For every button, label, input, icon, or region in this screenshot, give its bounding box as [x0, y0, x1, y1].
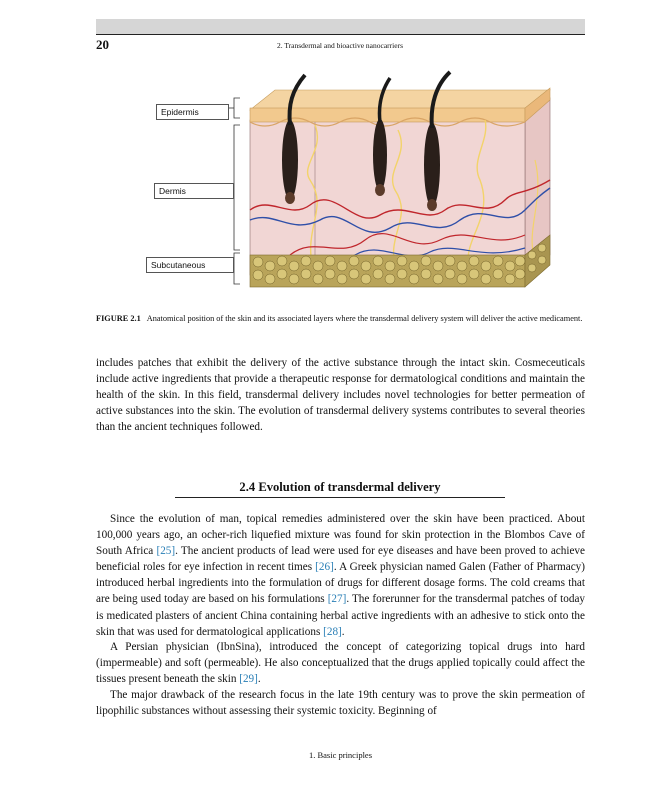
dermis-bracket	[234, 125, 240, 250]
section-rule	[175, 497, 505, 498]
figure-caption-label: FIGURE 2.1	[96, 314, 141, 323]
skin-layers-figure	[140, 70, 580, 315]
section-heading: 2.4 Evolution of transdermal delivery	[239, 480, 441, 494]
citation-link[interactable]: [25]	[156, 545, 176, 558]
page-number: 20	[96, 37, 109, 52]
page-footer: 1. Basic principles	[308, 750, 373, 760]
citation-link[interactable]: [26]	[315, 561, 334, 574]
subcutaneous-bracket	[234, 253, 240, 284]
dermis-label: Dermis	[154, 183, 234, 199]
intro-paragraph: includes patches that exhibit the delivery of the active substance through the intact skin. Cosmeceuticals include active ingredients that provide a therapeutic response for dermatological conditions and maintain the health of the skin. In this field, transdermal delivery includes novel technologies for better permeation of active substances into the skin. The evolution of transdermal delivery systems contributes to several theories than the ancient techniques followed.	[96, 357, 585, 434]
epidermis-label: Epidermis	[156, 104, 229, 120]
epidermis-bracket	[234, 98, 240, 118]
paragraph-2: A Persian physician (IbnSina), introduced the concept of categorizing topical drugs into hard (impermeable) and soft (permeable). He also conceptualized that the drugs applied topically could affect the tissues present beneath the skin [29].	[96, 641, 585, 686]
paragraph-3: The major drawback of the research focus in the late 19th century was to prove the skin permeation of lipophilic substances without assessing their systemic toxicity. Beginning of	[96, 689, 585, 718]
header-rule	[96, 34, 585, 35]
paragraph-1: Since the evolution of man, topical remedies administered over the skin have been practiced. About 100,000 years ago, an ocher-rich liquefied mixture was found for skin protection in the Blombos Cave of South Africa [25]. The ancient products of lead were used for eye diseases and have been proved to achieve beneficial roles for eye infection in recent times [26]. A Greek physician named Galen (Father of Pharmacy) introduced herbal ingredients into the formulation of drugs for different dosage forms. The cold creams that are being used today are based on his formulations [27]. The forerunner for the transdermal patches of today is medicated plasters of ancient China containing herbal active ingredients with an adhesive to stick onto the skin that was used for dermatological applications [28].	[96, 513, 585, 638]
citation-link[interactable]: [27]	[327, 593, 347, 606]
running-head: 2. Transdermal and bioactive nanocarriers	[276, 41, 403, 50]
citation-link[interactable]: [29]	[239, 673, 258, 686]
subcutaneous-label: Subcutaneous	[146, 257, 234, 273]
figure-caption	[96, 313, 585, 325]
figure-caption-text: Anatomical position of the skin and its associated layers where the transdermal delivery system will deliver the active medicament.	[146, 314, 583, 323]
header-band	[96, 19, 585, 34]
citation-link[interactable]: [28]	[323, 625, 342, 638]
